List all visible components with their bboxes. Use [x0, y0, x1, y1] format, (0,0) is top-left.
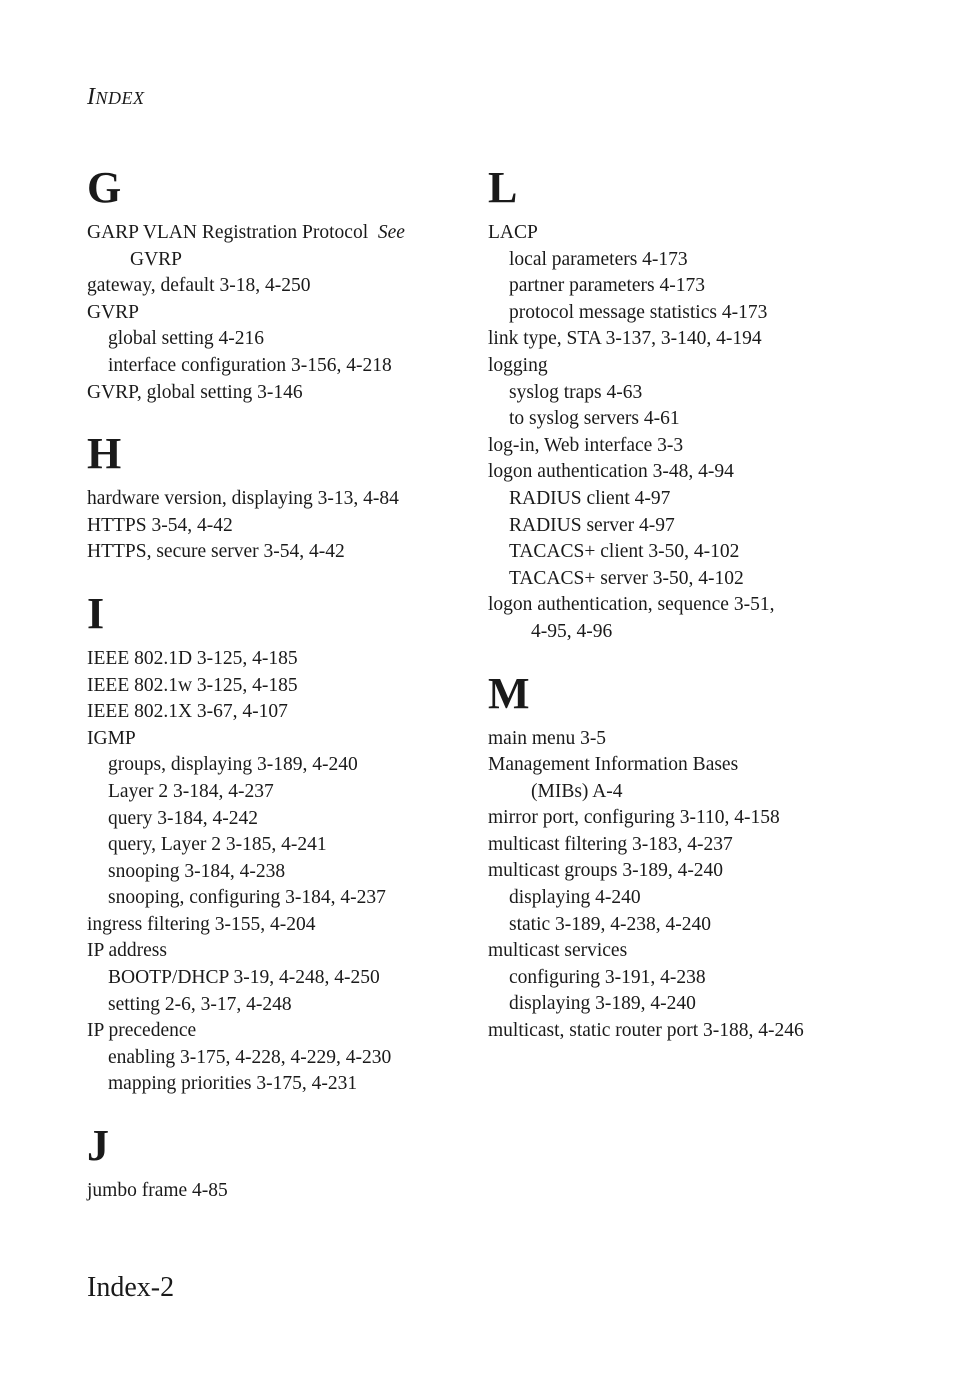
section-gap [87, 1098, 457, 1122]
index-entry: IEEE 802.1D 3-125, 4-185 [87, 647, 298, 669]
index-subentry: to syslog servers 4-61 [509, 408, 680, 430]
index-entry: HTTPS 3-54, 4-42 [87, 514, 233, 536]
index-subentry: static 3-189, 4-238, 4-240 [509, 913, 712, 935]
index-entry: gateway, default 3-18, 4-250 [87, 275, 311, 297]
index-entry: IEEE 802.1X 3-67, 4-107 [87, 701, 288, 723]
section-letter-j: J [87, 1121, 109, 1171]
index-subentry: enabling 3-175, 4-228, 4-229, 4-230 [108, 1046, 392, 1068]
index-entry: logon authentication, sequence 3-51, [488, 594, 775, 616]
index-subentry: syslog traps 4-63 [509, 381, 643, 403]
index-entry: Management Information Bases [488, 754, 739, 776]
section-letter-l: L [488, 163, 518, 212]
index-entry: mirror port, configuring 3-110, 4-158 [488, 807, 780, 829]
entry-text: GARP VLAN Registration Protocol [87, 222, 369, 243]
index-subentry: BOOTP/DHCP 3-19, 4-248, 4-250 [108, 967, 380, 989]
index-subentry: snooping 3-184, 4-238 [108, 860, 286, 882]
index-subentry: displaying 4-240 [509, 887, 641, 909]
index-subentry: protocol message statistics 4-173 [509, 301, 768, 323]
see-reference: See [377, 222, 405, 243]
index-subentry: displaying 3-189, 4-240 [509, 993, 696, 1015]
index-subentry: setting 2-6, 3-17, 4-248 [108, 993, 292, 1015]
index-entry: HTTPS, secure server 3-54, 4-42 [87, 541, 345, 563]
index-column-left [87, 164, 457, 1205]
index-entry-continuation: (MIBs) A-4 [531, 780, 623, 802]
running-header-cap: I [87, 84, 96, 110]
section-gap [488, 646, 868, 670]
index-subentry: mapping priorities 3-175, 4-231 [108, 1073, 358, 1095]
running-header [87, 84, 145, 111]
index-subentry: partner parameters 4-173 [509, 275, 705, 297]
index-subentry: query, Layer 2 3-185, 4-241 [108, 834, 327, 856]
index-entry: logon authentication 3-48, 4-94 [488, 461, 734, 483]
index-subentry: local parameters 4-173 [509, 248, 688, 270]
index-subentry: query 3-184, 4-242 [108, 807, 259, 829]
index-subentry: TACACS+ server 3-50, 4-102 [509, 567, 744, 589]
index-entry: multicast filtering 3-183, 4-237 [488, 833, 733, 855]
index-entry: GVRP, global setting 3-146 [87, 381, 303, 403]
index-entry: log-in, Web interface 3-3 [488, 434, 684, 456]
section-letter-i: I [87, 588, 105, 638]
index-entry-continuation: GVRP [130, 248, 183, 270]
section-gap [87, 406, 457, 430]
index-entry: GVRP [87, 301, 140, 323]
page-number: Index-2 [87, 1272, 175, 1303]
index-entry: jumbo frame 4-85 [87, 1180, 228, 1202]
section-letter-g: G [87, 163, 122, 212]
section-gap [87, 566, 457, 590]
index-entry: IGMP [87, 727, 136, 749]
index-entry: IP precedence [87, 1020, 197, 1042]
index-subentry: RADIUS client 4-97 [509, 487, 671, 509]
index-entry: ingress filtering 3-155, 4-204 [87, 913, 316, 935]
index-subentry: TACACS+ client 3-50, 4-102 [509, 541, 740, 563]
section-letter-h: H [87, 429, 122, 479]
index-entry: main menu 3-5 [488, 727, 607, 749]
index-entry: multicast groups 3-189, 4-240 [488, 860, 724, 882]
index-entry: multicast, static router port 3-188, 4-246 [488, 1020, 804, 1042]
index-subentry: configuring 3-191, 4-238 [509, 966, 706, 988]
index-entry: LACP [488, 222, 538, 243]
index-entry [87, 220, 457, 247]
index-column-right [488, 164, 868, 1045]
index-subentry: global setting 4-216 [108, 328, 264, 350]
index-subentry: RADIUS server 4-97 [509, 514, 675, 536]
index-entry: hardware version, displaying 3-13, 4-84 [87, 488, 399, 510]
running-header-rest: NDEX [95, 88, 145, 108]
section-letter-m: M [488, 668, 530, 718]
index-subentry: interface configuration 3-156, 4-218 [108, 354, 392, 376]
index-subentry: Layer 2 3-184, 4-237 [108, 780, 274, 802]
index-subentry: groups, displaying 3-189, 4-240 [108, 754, 358, 776]
index-entry: link type, STA 3-137, 3-140, 4-194 [488, 328, 762, 350]
index-entry-continuation: 4-95, 4-96 [531, 620, 613, 642]
index-entry: IEEE 802.1w 3-125, 4-185 [87, 674, 298, 696]
index-entry: IP address [87, 940, 167, 962]
index-subentry: snooping, configuring 3-184, 4-237 [108, 887, 386, 909]
index-entry: logging [488, 354, 548, 376]
index-entry: multicast services [488, 940, 628, 962]
